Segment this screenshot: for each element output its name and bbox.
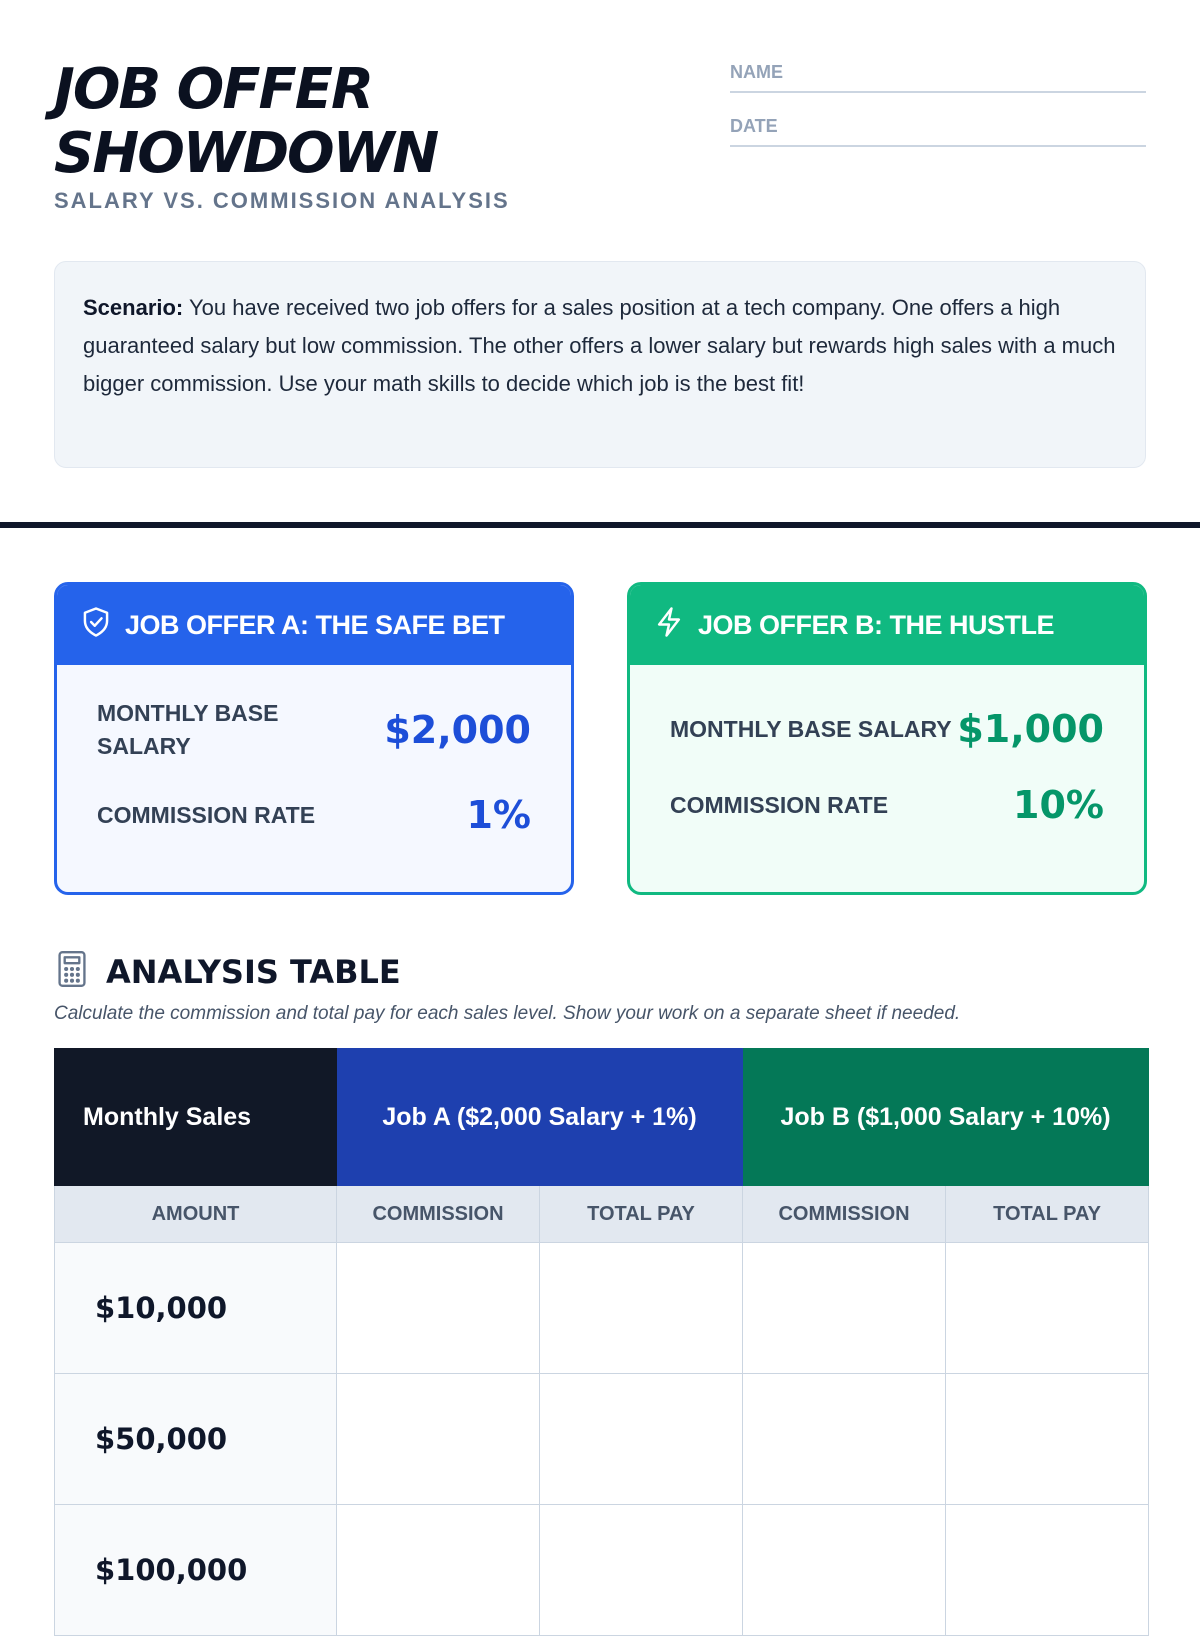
page-title-line-1: JOB OFFER: [54, 57, 373, 122]
job-b-total-cell[interactable]: [946, 1243, 1149, 1374]
shield-check-icon: [81, 606, 125, 645]
job-a-commission-cell[interactable]: [337, 1505, 540, 1636]
subheader-a-commission: COMMISSION: [337, 1186, 540, 1243]
scenario-label: Scenario:: [83, 295, 184, 320]
header-monthly-sales: Monthly Sales: [55, 1049, 337, 1186]
job-b-base-value: $1,000: [957, 707, 1104, 751]
job-b-commission-cell[interactable]: [743, 1505, 946, 1636]
analysis-section: [54, 950, 1146, 1025]
job-a-rate-row: [97, 793, 531, 837]
job-a-base-value: $2,000: [384, 708, 531, 752]
subheader-b-commission: COMMISSION: [743, 1186, 946, 1243]
job-a-commission-cell[interactable]: [337, 1243, 540, 1374]
analysis-table: [54, 1048, 1149, 1636]
calculator-icon: [54, 950, 90, 993]
header-job-b: Job B ($1,000 Salary + 10%): [743, 1049, 1149, 1186]
name-field[interactable]: NAME: [730, 58, 1146, 93]
job-offer-a-header: [57, 585, 571, 665]
job-b-commission-cell[interactable]: [743, 1374, 946, 1505]
job-b-total-cell[interactable]: [946, 1505, 1149, 1636]
analysis-heading: [54, 950, 1146, 993]
worksheet-header: [54, 58, 1146, 228]
job-offer-b-title: JOB OFFER B: THE HUSTLE: [698, 609, 1055, 640]
table-row: [55, 1505, 1149, 1636]
job-a-base-label: MONTHLY BASE SALARY: [97, 700, 279, 759]
analysis-title: ANALYSIS TABLE: [106, 952, 401, 991]
job-offer-b-card: [627, 582, 1147, 895]
header-job-a: Job A ($2,000 Salary + 1%): [337, 1049, 743, 1186]
job-a-base-row: [97, 697, 531, 763]
page-title-line-2: SHOWDOWN: [54, 121, 438, 186]
job-b-base-row: [670, 707, 1104, 751]
job-a-rate-label: COMMISSION RATE: [97, 801, 316, 828]
analysis-instructions: Calculate the commission and total pay for each sales level. Show your work on a separate sheet if needed.: [54, 1003, 961, 1024]
job-a-total-cell[interactable]: [540, 1505, 743, 1636]
lightning-icon: [654, 606, 698, 645]
job-a-rate-value: 1%: [466, 793, 531, 837]
scenario-box: [54, 261, 1146, 468]
sales-amount: $100,000: [55, 1505, 337, 1636]
job-b-total-cell[interactable]: [946, 1374, 1149, 1505]
section-divider: [0, 522, 1200, 528]
sales-amount: $10,000: [55, 1243, 337, 1374]
job-a-total-cell[interactable]: [540, 1374, 743, 1505]
job-b-commission-cell[interactable]: [743, 1243, 946, 1374]
page-subtitle: SALARY VS. COMMISSION ANALYSIS: [54, 188, 510, 213]
job-offer-a-card: [54, 582, 574, 895]
scenario-text: You have received two job offers for a sales position at a tech company. One offers a high guaranteed salary but low commission. The other offers a lower salary but rewards high sales with a much bigger commission. Use your math skills to decide which job is the best fit!: [83, 295, 1116, 396]
sales-amount: $50,000: [55, 1374, 337, 1505]
job-offer-b-header: [630, 585, 1144, 665]
date-field[interactable]: DATE: [730, 112, 1146, 147]
student-fields: [730, 58, 1146, 166]
job-a-commission-cell[interactable]: [337, 1374, 540, 1505]
subheader-amount: AMOUNT: [55, 1186, 337, 1243]
job-a-total-cell[interactable]: [540, 1243, 743, 1374]
job-b-rate-value: 10%: [1013, 783, 1104, 827]
job-b-rate-label: COMMISSION RATE: [670, 791, 889, 818]
job-b-base-label: MONTHLY BASE SALARY: [670, 715, 952, 742]
job-offer-a-title: JOB OFFER A: THE SAFE BET: [125, 609, 505, 640]
subheader-a-total: TOTAL PAY: [540, 1186, 743, 1243]
subheader-b-total: TOTAL PAY: [946, 1186, 1149, 1243]
job-b-rate-row: [670, 783, 1104, 827]
table-subheader-row: [55, 1186, 1149, 1243]
table-row: [55, 1374, 1149, 1505]
table-header-row: [55, 1049, 1149, 1186]
table-row: [55, 1243, 1149, 1374]
